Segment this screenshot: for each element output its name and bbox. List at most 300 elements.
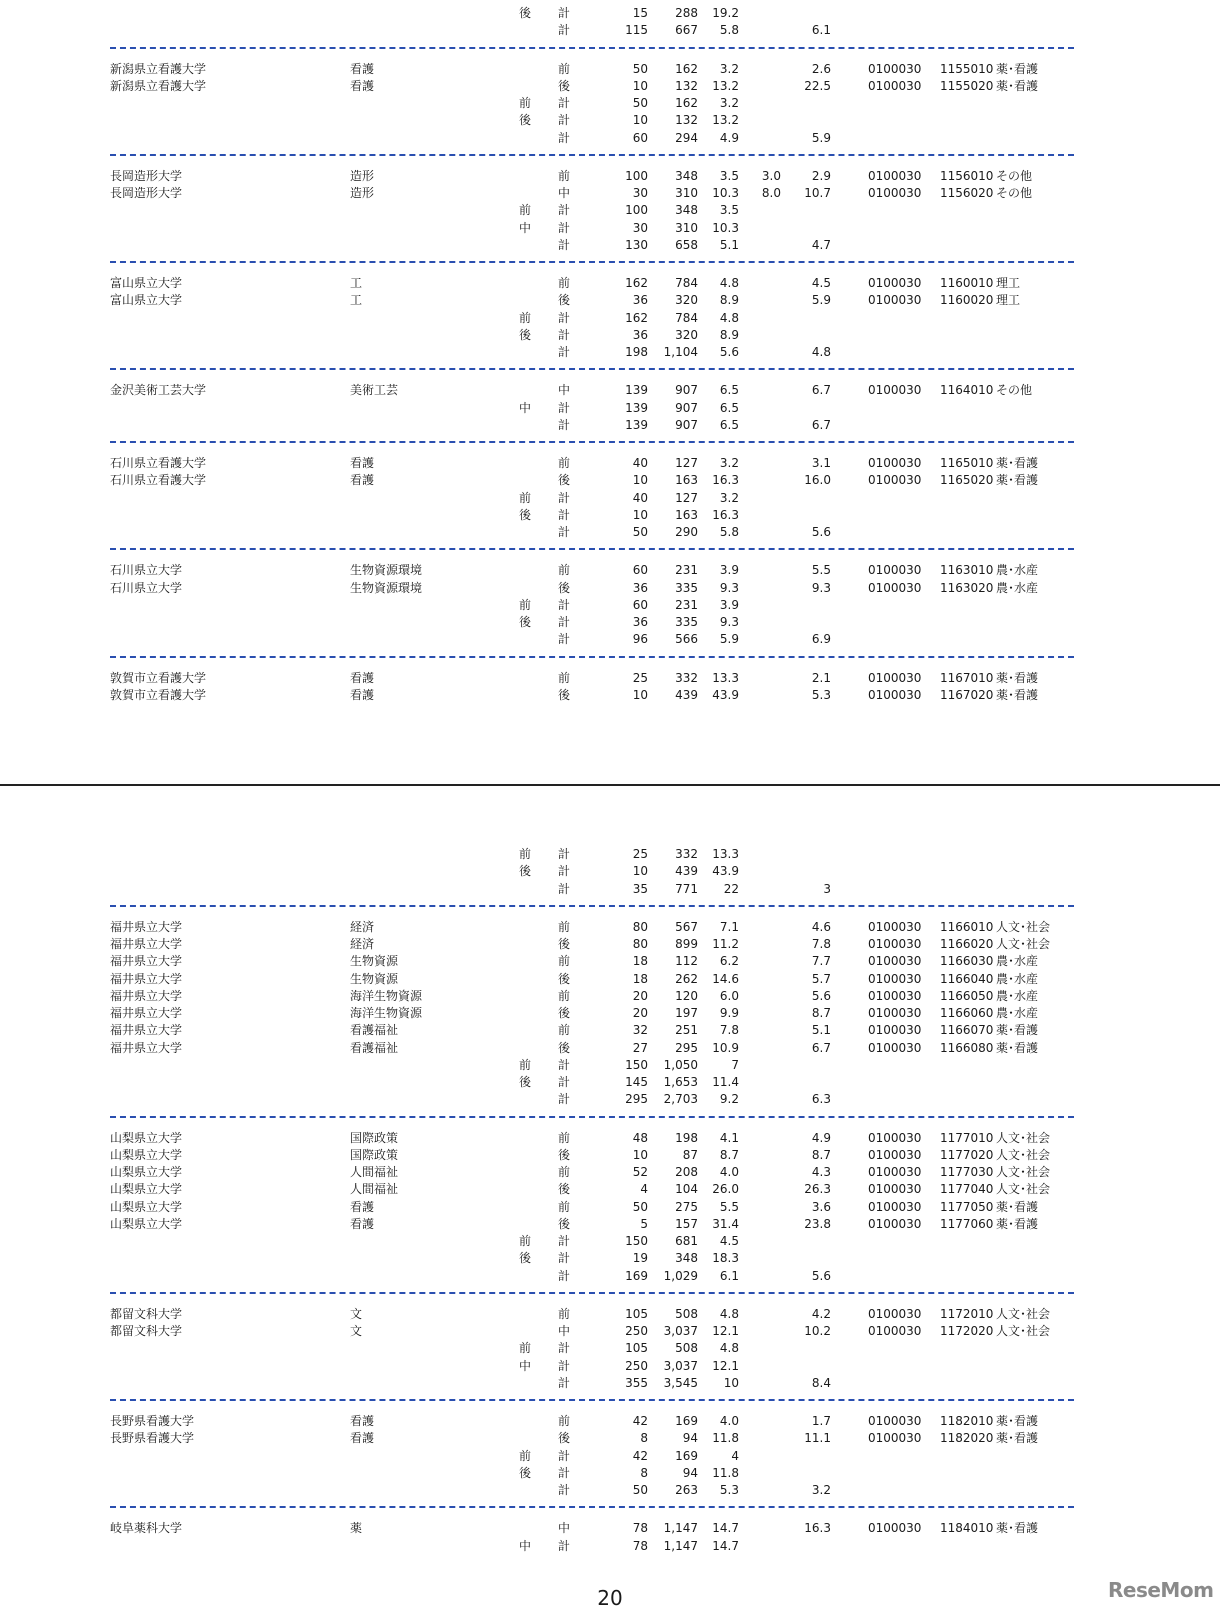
previous-ratio-value: 8.7 [811, 1006, 831, 1020]
capacity-value: 80 [632, 937, 648, 951]
capacity-value: 150 [625, 1234, 648, 1248]
ratio-value: 10 [723, 1375, 739, 1390]
term-label: 計 [558, 23, 571, 38]
capacity-value: 50 [632, 1199, 648, 1214]
category-label: 薬･看護 [996, 1199, 1039, 1214]
code-2: 1172010 [940, 1306, 994, 1321]
section-separator [110, 368, 1074, 370]
ratio-value: 11.8 [712, 1465, 739, 1480]
applicants-value: 1,147 [663, 1538, 698, 1553]
table-row [0, 1482, 1220, 1499]
table-row [0, 1413, 1220, 1430]
category-label: 薬･看護 [996, 456, 1039, 470]
category-label: 人文･社会 [996, 1130, 1051, 1145]
page-break-line [0, 784, 1220, 786]
table-row [0, 400, 1220, 417]
capacity-value: 162 [625, 276, 648, 290]
term-label: 計 [558, 310, 571, 325]
capacity-value: 15 [632, 6, 648, 20]
code-2: 1166080 [940, 1040, 994, 1055]
applicants-value: 163 [675, 507, 698, 522]
table-row [0, 1199, 1220, 1216]
table-row [0, 863, 1220, 880]
table-row [0, 472, 1220, 489]
table-row [0, 1164, 1220, 1181]
schedule-label: 前 [519, 310, 532, 325]
section-separator [110, 548, 1074, 550]
capacity-value: 60 [632, 597, 648, 612]
term-label: 前 [558, 1165, 571, 1179]
term-label: 前 [558, 456, 571, 470]
previous-ratio-value: 2.9 [811, 168, 831, 183]
previous-ratio-value: 6.1 [811, 23, 831, 38]
table-row [0, 275, 1220, 292]
faculty-name: 文 [350, 1324, 363, 1338]
code-2: 1166060 [940, 1006, 994, 1020]
applicants-value: 439 [675, 864, 698, 879]
table-row [0, 202, 1220, 219]
term-label: 中 [558, 383, 571, 398]
term-label: 前 [558, 919, 571, 934]
capacity-value: 50 [632, 96, 648, 110]
category-label: 薬･看護 [996, 1216, 1039, 1231]
table-row [0, 185, 1220, 202]
code-2: 1182020 [940, 1431, 994, 1446]
code-1: 0100030 [868, 954, 922, 969]
ratio-value: 14.6 [712, 971, 739, 986]
code-1: 0100030 [868, 1182, 922, 1197]
capacity-value: 30 [632, 186, 648, 200]
applicants-value: 104 [675, 1182, 698, 1197]
code-2: 1182010 [940, 1414, 994, 1428]
table-row [0, 687, 1220, 704]
previous-ratio-value: 1.7 [811, 1414, 831, 1428]
previous-ratio-value: 4.3 [811, 1165, 831, 1179]
previous-ratio-value: 7.8 [811, 937, 831, 951]
capacity-value: 105 [625, 1306, 648, 1321]
table-row [0, 382, 1220, 399]
capacity-value: 162 [625, 310, 648, 325]
code-1: 0100030 [868, 1040, 922, 1055]
table-row [0, 327, 1220, 344]
faculty-name: 経済 [350, 919, 375, 934]
term-label: 計 [558, 1538, 571, 1553]
applicants-value: 508 [675, 1306, 698, 1321]
capacity-value: 139 [625, 383, 648, 398]
university-name: 都留文科大学 [110, 1324, 183, 1338]
code-1: 0100030 [868, 456, 922, 470]
term-label: 前 [558, 168, 571, 183]
term-label: 後 [558, 1006, 571, 1020]
ratio-value: 3.5 [719, 168, 739, 183]
ratio-value: 5.9 [719, 632, 739, 647]
faculty-name: 文 [350, 1306, 363, 1321]
category-label: 農･水産 [996, 1006, 1039, 1020]
table-row [0, 919, 1220, 936]
term-label: 計 [558, 1341, 571, 1356]
capacity-value: 40 [632, 490, 648, 505]
schedule-label: 後 [519, 6, 532, 20]
previous-ratio-value: 5.9 [811, 293, 831, 308]
faculty-name: 生物資源 [350, 954, 399, 969]
previous-ratio-value: 4.5 [811, 276, 831, 290]
term-label: 計 [558, 203, 571, 218]
schedule-label: 中 [519, 1538, 532, 1553]
table-row [0, 1091, 1220, 1108]
applicants-value: 348 [675, 168, 698, 183]
previous-ratio-value: 5.6 [811, 525, 831, 539]
code-2: 1177010 [940, 1130, 994, 1145]
university-name: 金沢美術工芸大学 [110, 383, 207, 398]
faculty-name: 生物資源環境 [350, 563, 423, 578]
capacity-value: 36 [632, 293, 648, 308]
table-row [0, 1147, 1220, 1164]
ratio-value: 5.6 [719, 345, 739, 359]
previous-ratio-value: 3 [823, 881, 831, 896]
capacity-value: 10 [632, 113, 648, 128]
code-1: 0100030 [868, 580, 922, 595]
code-2: 1156010 [940, 168, 994, 183]
previous-ratio-value: 6.7 [811, 417, 831, 432]
table-row [0, 1340, 1220, 1357]
faculty-name: 看護 [350, 456, 375, 470]
previous-ratio-value: 10.2 [804, 1324, 831, 1338]
faculty-name: 看護 [350, 1431, 375, 1446]
code-1: 0100030 [868, 168, 922, 183]
capacity-value: 8 [640, 1465, 648, 1480]
applicants-value: 197 [675, 1006, 698, 1020]
capacity-value: 18 [632, 954, 648, 969]
term-label: 計 [558, 1465, 571, 1480]
applicants-value: 198 [675, 1130, 698, 1145]
ratio-value: 12.1 [712, 1324, 739, 1338]
capacity-value: 20 [632, 988, 648, 1003]
schedule-label: 後 [519, 113, 532, 128]
applicants-value: 157 [675, 1216, 698, 1231]
table-row [0, 1022, 1220, 1039]
table-row [0, 168, 1220, 185]
applicants-value: 288 [675, 6, 698, 20]
category-label: 農･水産 [996, 580, 1039, 595]
term-label: 計 [558, 1092, 571, 1107]
applicants-value: 784 [675, 276, 698, 290]
section-separator [110, 47, 1074, 49]
term-label: 計 [558, 1075, 571, 1089]
table-row [0, 631, 1220, 648]
university-name: 山梨県立大学 [110, 1130, 183, 1145]
table-row [0, 112, 1220, 129]
code-2: 1177030 [940, 1165, 994, 1179]
term-label: 計 [558, 1057, 571, 1072]
faculty-name: 美術工芸 [350, 383, 399, 398]
code-1: 0100030 [868, 78, 922, 93]
applicants-value: 1,104 [663, 345, 698, 359]
ratio-value: 4.0 [719, 1165, 739, 1179]
previous-ratio-value: 3.6 [811, 1199, 831, 1214]
term-label: 計 [558, 130, 571, 145]
ratio-value: 3.2 [719, 96, 739, 110]
university-name: 山梨県立大学 [110, 1147, 183, 1162]
table-row [0, 490, 1220, 507]
applicants-value: 127 [675, 490, 698, 505]
table-row [0, 1233, 1220, 1250]
term-label: 後 [558, 1216, 571, 1231]
applicants-value: 231 [675, 563, 698, 578]
term-label: 中 [558, 1521, 571, 1536]
table-row [0, 1057, 1220, 1074]
category-label: 人文･社会 [996, 1324, 1051, 1338]
schedule-label: 前 [519, 1341, 532, 1356]
faculty-name: 看護 [350, 78, 375, 93]
ratio-value: 16.3 [712, 507, 739, 522]
capacity-value: 50 [632, 525, 648, 539]
faculty-name: 看護 [350, 1216, 375, 1231]
applicants-value: 263 [675, 1483, 698, 1497]
applicants-value: 112 [675, 954, 698, 969]
ratio-value: 13.2 [712, 78, 739, 93]
ratio-value: 9.2 [719, 1092, 739, 1107]
ratio-value: 11.4 [712, 1075, 739, 1089]
applicants-value: 120 [675, 988, 698, 1003]
ratio-value: 6.1 [719, 1268, 739, 1283]
term-label: 後 [558, 937, 571, 951]
code-2: 1163020 [940, 580, 994, 595]
code-1: 0100030 [868, 1023, 922, 1038]
extra-ratio-value: 8.0 [761, 186, 781, 200]
category-label: 人文･社会 [996, 1306, 1051, 1321]
ratio-value: 19.2 [712, 6, 739, 20]
previous-ratio-value: 5.1 [811, 1023, 831, 1038]
term-label: 計 [558, 847, 571, 861]
category-label: 人文･社会 [996, 937, 1051, 951]
applicants-value: 658 [675, 237, 698, 252]
ratio-value: 9.3 [719, 615, 739, 629]
university-name: 福井県立大学 [110, 937, 183, 951]
term-label: 計 [558, 327, 571, 342]
applicants-value: 907 [675, 417, 698, 432]
university-name: 山梨県立大学 [110, 1199, 183, 1214]
faculty-name: 看護福祉 [350, 1040, 399, 1055]
capacity-value: 36 [632, 615, 648, 629]
table-row [0, 936, 1220, 953]
code-2: 1155020 [940, 78, 994, 93]
section-separator [110, 905, 1074, 907]
capacity-value: 145 [625, 1075, 648, 1089]
applicants-value: 667 [675, 23, 698, 38]
applicants-value: 332 [675, 670, 698, 685]
schedule-label: 後 [519, 615, 532, 629]
code-1: 0100030 [868, 276, 922, 290]
university-name: 富山県立大学 [110, 293, 183, 308]
ratio-value: 5.3 [719, 1483, 739, 1497]
category-label: その他 [996, 186, 1033, 200]
term-label: 後 [558, 1040, 571, 1055]
code-1: 0100030 [868, 1130, 922, 1145]
table-row [0, 1323, 1220, 1340]
schedule-label: 後 [519, 327, 532, 342]
previous-ratio-value: 23.8 [804, 1216, 831, 1231]
applicants-value: 771 [675, 881, 698, 896]
category-label: 農･水産 [996, 954, 1039, 969]
applicants-value: 310 [675, 220, 698, 235]
table-row [0, 614, 1220, 631]
ratio-value: 5.8 [719, 525, 739, 539]
term-label: 前 [558, 1023, 571, 1038]
applicants-value: 169 [675, 1448, 698, 1463]
university-name: 長野県看護大学 [110, 1414, 195, 1428]
previous-ratio-value: 4.8 [811, 345, 831, 359]
applicants-value: 132 [675, 113, 698, 128]
term-label: 前 [558, 670, 571, 685]
term-label: 後 [558, 580, 571, 595]
code-1: 0100030 [868, 670, 922, 685]
university-name: 富山県立大学 [110, 276, 183, 290]
code-2: 1166020 [940, 937, 994, 951]
previous-ratio-value: 2.6 [811, 61, 831, 76]
term-label: 前 [558, 1306, 571, 1321]
term-label: 後 [558, 293, 571, 308]
term-label: 前 [558, 954, 571, 969]
term-label: 前 [558, 988, 571, 1003]
ratio-value: 14.7 [712, 1521, 739, 1536]
watermark-logo: ReseMom [1108, 1578, 1214, 1602]
previous-ratio-value: 4.2 [811, 1306, 831, 1321]
capacity-value: 139 [625, 417, 648, 432]
table-row [0, 597, 1220, 614]
university-name: 石川県立看護大学 [110, 473, 207, 488]
university-name: 新潟県立看護大学 [110, 61, 207, 76]
table-row [0, 1074, 1220, 1091]
category-label: その他 [996, 168, 1033, 183]
code-2: 1177060 [940, 1216, 994, 1231]
applicants-value: 1,050 [663, 1057, 698, 1072]
category-label: その他 [996, 383, 1033, 398]
previous-ratio-value: 7.7 [811, 954, 831, 969]
ratio-value: 3.2 [719, 490, 739, 505]
applicants-value: 169 [675, 1414, 698, 1428]
schedule-label: 中 [519, 1358, 532, 1373]
faculty-name: 看護 [350, 61, 375, 76]
capacity-value: 5 [640, 1216, 648, 1231]
category-label: 薬･看護 [996, 687, 1039, 702]
table-row [0, 1448, 1220, 1465]
ratio-value: 12.1 [712, 1358, 739, 1373]
term-label: 計 [558, 615, 571, 629]
applicants-value: 162 [675, 96, 698, 110]
university-name: 長岡造形大学 [110, 168, 183, 183]
faculty-name: 工 [350, 276, 363, 290]
schedule-label: 前 [519, 847, 532, 861]
capacity-value: 27 [632, 1040, 648, 1055]
ratio-value: 8.9 [719, 327, 739, 342]
university-name: 石川県立大学 [110, 580, 183, 595]
schedule-label: 後 [519, 1075, 532, 1089]
table-row [0, 344, 1220, 361]
ratio-value: 3.2 [719, 61, 739, 76]
table-row [0, 220, 1220, 237]
faculty-name: 看護 [350, 473, 375, 488]
applicants-value: 907 [675, 383, 698, 398]
term-label: 前 [558, 563, 571, 578]
applicants-value: 681 [675, 1234, 698, 1248]
applicants-value: 3,545 [663, 1375, 698, 1390]
previous-ratio-value: 3.2 [811, 1483, 831, 1497]
capacity-value: 295 [625, 1092, 648, 1107]
previous-ratio-value: 10.7 [804, 186, 831, 200]
ratio-value: 16.3 [712, 473, 739, 488]
table-row [0, 61, 1220, 78]
applicants-value: 784 [675, 310, 698, 325]
previous-ratio-value: 22.5 [804, 78, 831, 93]
capacity-value: 355 [625, 1375, 648, 1390]
university-name: 岐阜薬科大学 [110, 1521, 183, 1536]
applicants-value: 87 [682, 1147, 698, 1162]
code-2: 1184010 [940, 1521, 994, 1536]
university-name: 福井県立大学 [110, 1023, 183, 1038]
applicants-value: 310 [675, 186, 698, 200]
capacity-value: 169 [625, 1268, 648, 1283]
category-label: 人文･社会 [996, 1182, 1051, 1197]
faculty-name: 薬 [350, 1521, 363, 1536]
university-name: 山梨県立大学 [110, 1216, 183, 1231]
code-1: 0100030 [868, 1006, 922, 1020]
table-row [0, 1358, 1220, 1375]
table-row [0, 417, 1220, 434]
previous-ratio-value: 5.7 [811, 971, 831, 986]
code-1: 0100030 [868, 937, 922, 951]
university-name: 福井県立大学 [110, 919, 183, 934]
ratio-value: 4.8 [719, 310, 739, 325]
section-separator [110, 1292, 1074, 1294]
capacity-value: 80 [632, 919, 648, 934]
table-row [0, 95, 1220, 112]
capacity-value: 115 [625, 23, 648, 38]
code-2: 1156020 [940, 186, 994, 200]
ratio-value: 4 [731, 1448, 739, 1463]
term-label: 計 [558, 6, 571, 20]
table-row [0, 988, 1220, 1005]
applicants-value: 1,147 [663, 1521, 698, 1536]
applicants-value: 335 [675, 580, 698, 595]
ratio-value: 4.8 [719, 1306, 739, 1321]
section-separator [110, 1399, 1074, 1401]
capacity-value: 20 [632, 1006, 648, 1020]
previous-ratio-value: 5.9 [811, 130, 831, 145]
category-label: 薬･看護 [996, 1040, 1039, 1055]
term-label: 計 [558, 1358, 571, 1373]
university-name: 山梨県立大学 [110, 1165, 183, 1179]
schedule-label: 中 [519, 400, 532, 415]
university-name: 敦賀市立看護大学 [110, 670, 207, 685]
term-label: 計 [558, 881, 571, 896]
code-2: 1177040 [940, 1182, 994, 1197]
category-label: 薬･看護 [996, 1414, 1039, 1428]
table-row [0, 562, 1220, 579]
applicants-value: 335 [675, 615, 698, 629]
capacity-value: 10 [632, 507, 648, 522]
ratio-value: 31.4 [712, 1216, 739, 1231]
faculty-name: 生物資源環境 [350, 580, 423, 595]
applicants-value: 348 [675, 1251, 698, 1266]
ratio-value: 10.3 [712, 186, 739, 200]
capacity-value: 10 [632, 864, 648, 879]
previous-ratio-value: 26.3 [804, 1182, 831, 1197]
category-label: 薬･看護 [996, 1431, 1039, 1446]
code-1: 0100030 [868, 61, 922, 76]
code-2: 1167020 [940, 687, 994, 702]
table-row [0, 1130, 1220, 1147]
bottom-page [0, 787, 1220, 1614]
